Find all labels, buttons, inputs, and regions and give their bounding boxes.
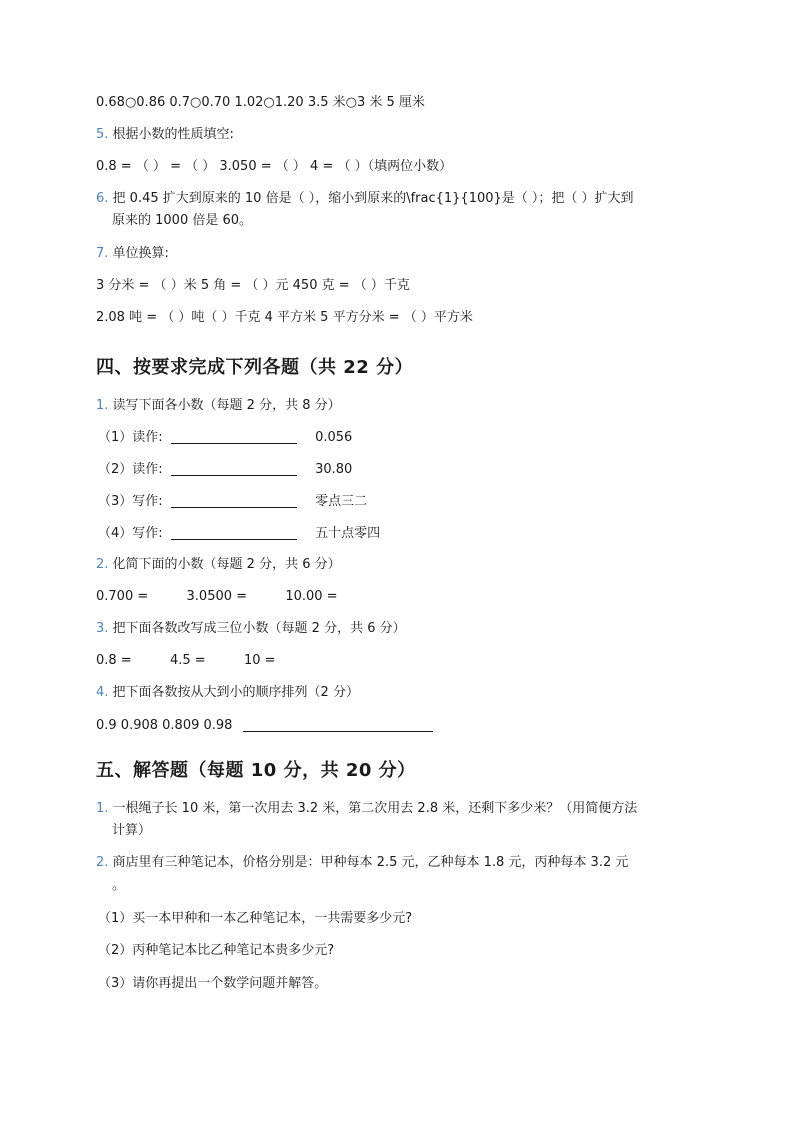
item-label: （4）写作: bbox=[98, 526, 163, 541]
read-write-item bbox=[98, 460, 352, 480]
question-number: 2. bbox=[96, 855, 109, 870]
item-value: 0.056 bbox=[315, 430, 353, 445]
question-number: 6. bbox=[96, 191, 109, 206]
question-number: 7. bbox=[96, 246, 109, 261]
sub-question bbox=[98, 941, 334, 961]
order-line bbox=[96, 716, 433, 736]
order-numbers: 0.9 0.908 0.809 0.98 bbox=[96, 718, 233, 733]
rewrite-item: 0.8 = bbox=[96, 653, 132, 668]
sec4-question-4 bbox=[96, 683, 359, 703]
question-7-line-1 bbox=[96, 276, 410, 296]
question-text: 一根绳子长 10 米，第一次用去 3.2 米，第二次用去 2.8 米，还剩下多少米？（用简便方法 bbox=[112, 801, 638, 816]
sub-question-text: （3）请你再提出一个数学问题并解答。 bbox=[98, 976, 328, 991]
sec5-question-1-cont bbox=[96, 821, 151, 841]
item-label: （2）读作: bbox=[98, 462, 163, 477]
sub-question-text: （1）买一本甲种和一本乙种笔记本，一共需要多少元? bbox=[98, 911, 413, 926]
rewrite-item: 10 = bbox=[243, 653, 276, 668]
item-value: 30.80 bbox=[315, 462, 353, 477]
compare-line bbox=[96, 93, 425, 113]
sub-question bbox=[98, 974, 327, 994]
question-number: 2. bbox=[96, 557, 109, 572]
simplify-item: 3.0500 = bbox=[186, 589, 248, 604]
sub-question-text: （2）丙种笔记本比乙种笔记本贵多少元? bbox=[98, 943, 335, 958]
question-number: 4. bbox=[96, 685, 109, 700]
compare-text: 0.68○0.86 0.7○0.70 1.02○1.20 3.5 米○3 米 5 厘米 bbox=[96, 95, 425, 110]
item-value: 零点三二 bbox=[315, 494, 368, 509]
question-5-line bbox=[96, 157, 452, 177]
question-7-line-2 bbox=[96, 308, 473, 328]
simplify-item: 0.700 = bbox=[96, 589, 149, 604]
sec4-question-1 bbox=[96, 396, 341, 416]
sec5-question-2 bbox=[96, 853, 628, 873]
question-text: 读写下面各小数（每题 2 分，共 8 分） bbox=[112, 398, 341, 413]
item-label: （1）读作: bbox=[98, 430, 163, 445]
question-text: 把下面各数改写成三位小数（每题 2 分，共 6 分） bbox=[112, 621, 406, 636]
sec4-question-3 bbox=[96, 619, 406, 639]
question-text-cont: 计算） bbox=[112, 823, 152, 838]
question-text: 商店里有三种笔记本，价格分别是：甲种每本 2.5 元，乙种每本 1.8 元，丙种每本 3.2 元 bbox=[112, 855, 629, 870]
section-5-heading: 五、解答题（每题 10 分，共 20 分） bbox=[96, 760, 416, 781]
question-text: 根据小数的性质填空: bbox=[112, 127, 234, 142]
question-text: 化简下面的小数（每题 2 分，共 6 分） bbox=[112, 557, 341, 572]
sec5-question-2-cont bbox=[96, 876, 125, 896]
rewrite-item: 4.5 = bbox=[169, 653, 206, 668]
simplify-line bbox=[96, 587, 338, 607]
question-text: 单位换算: bbox=[112, 246, 169, 261]
conversion-line: 2.08 吨 = （ ）吨（ ）千克 4 平方米 5 平方分米 = （ ）平方米 bbox=[96, 310, 473, 325]
question-number: 1. bbox=[96, 398, 109, 413]
item-value: 五十点零四 bbox=[315, 526, 381, 541]
answer-blank[interactable] bbox=[171, 461, 297, 476]
question-text-cont: 原来的 1000 倍是 60。 bbox=[112, 213, 253, 228]
section-4-heading: 四、按要求完成下列各题（共 22 分） bbox=[96, 357, 414, 378]
question-number: 1. bbox=[96, 801, 109, 816]
question-text: 把下面各数按从大到小的顺序排列（2 分） bbox=[112, 685, 359, 700]
answer-blank[interactable] bbox=[243, 717, 433, 732]
answer-blank[interactable] bbox=[171, 429, 297, 444]
sub-question bbox=[98, 909, 412, 929]
question-6 bbox=[96, 189, 634, 209]
question-5 bbox=[96, 125, 234, 145]
simplify-item: 10.00 = bbox=[285, 589, 338, 604]
read-write-item bbox=[98, 428, 352, 448]
question-7 bbox=[96, 244, 169, 264]
item-label: （3）写作: bbox=[98, 494, 163, 509]
rewrite-line bbox=[96, 651, 276, 671]
question-number: 5. bbox=[96, 127, 109, 142]
conversion-line: 3 分米 = （ ）米 5 角 = （ ）元 450 克 = （ ）千克 bbox=[96, 278, 410, 293]
sec4-question-2 bbox=[96, 555, 341, 575]
sec5-question-1 bbox=[96, 799, 637, 819]
read-write-item bbox=[98, 492, 367, 512]
question-6-cont bbox=[96, 211, 252, 231]
question-text: 把 0.45 扩大到原来的 10 倍是（ ），缩小到原来的\frac{1}{100}是（ ）；把（ ）扩大到 bbox=[112, 191, 634, 206]
answer-blank[interactable] bbox=[171, 525, 297, 540]
answer-blank[interactable] bbox=[171, 493, 297, 508]
question-text-cont: 。 bbox=[112, 878, 126, 893]
fill-in-line: 0.8 = （ ） = （ ） 3.050 = （ ） 4 = （ ）（填两位小数） bbox=[96, 159, 453, 174]
read-write-item bbox=[98, 524, 380, 544]
question-number: 3. bbox=[96, 621, 109, 636]
